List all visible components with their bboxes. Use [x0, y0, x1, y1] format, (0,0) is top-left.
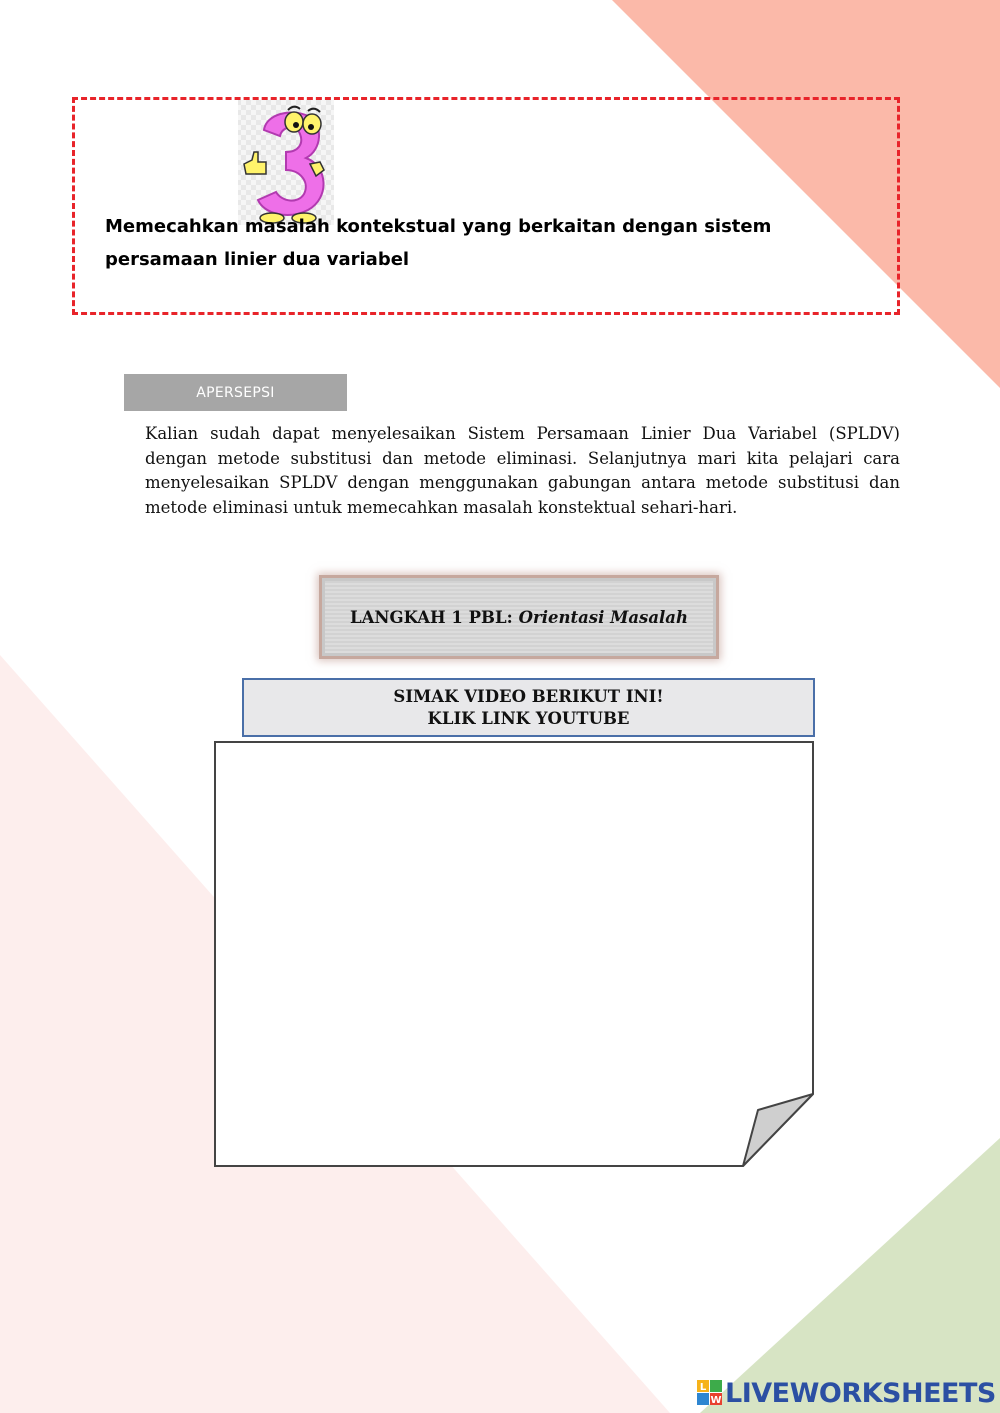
video-frame-outline — [215, 742, 813, 1166]
video-instruction-line1: SIMAK VIDEO BERIKUT INI! — [393, 686, 664, 706]
langkah-prefix: LANGKAH 1 PBL: — [350, 607, 513, 627]
green-corner-shape — [700, 1138, 1000, 1413]
svg-text:L: L — [699, 1382, 707, 1393]
number-three-mascot-icon — [236, 100, 336, 225]
video-instruction-box — [242, 678, 815, 737]
liveworksheets-logo-icon — [697, 1380, 723, 1406]
apersepsi-tab — [124, 374, 347, 411]
video-placeholder-frame[interactable] — [213, 740, 817, 1170]
video-instruction-line2: KLIK LINK YOUTUBE — [427, 708, 630, 728]
langkah-heading-box — [322, 578, 716, 656]
apersepsi-label: APERSEPSI — [196, 384, 275, 401]
langkah-title: Orientasi Masalah — [518, 607, 688, 627]
learning-objective-text: Memecahkan masalah kontekstual yang berkaitan dengan sistem persamaan linier dua variabel — [105, 216, 772, 270]
learning-objective-box — [72, 97, 900, 315]
apersepsi-paragraph: Kalian sudah dapat menyelesaikan Sistem Persamaan Linier Dua Variabel (SPLDV) dengan metode substitusi dan metode eliminasi. Selanjutnya mari kita pelajari cara menyelesaikan SPLDV dengan menggunakan gabungan antara metode substitusi dan metode eliminasi untuk memecahkan masalah konstektual sehari-hari. — [145, 424, 900, 517]
liveworksheets-wordmark: LIVEWORKSHEETS — [725, 1377, 996, 1409]
liveworksheets-brand — [697, 1375, 996, 1411]
svg-text:W: W — [710, 1395, 722, 1406]
